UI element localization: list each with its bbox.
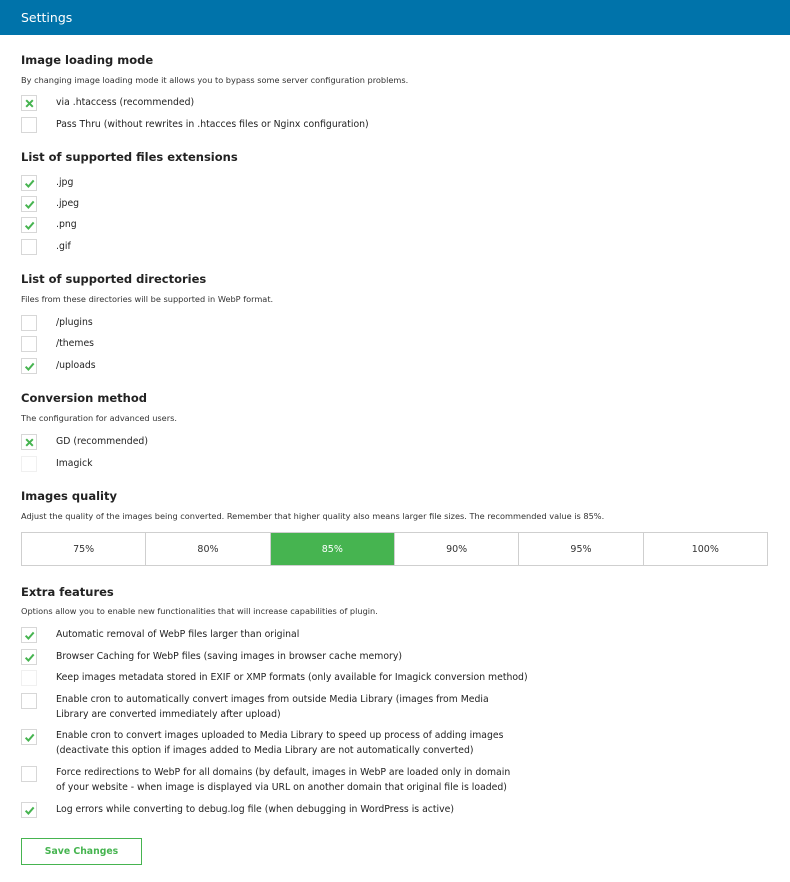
check-mark-icon <box>24 630 35 641</box>
option-label: /themes <box>56 338 95 349</box>
quality-option-85[interactable]: 85% <box>271 533 395 565</box>
option-uploads[interactable] <box>21 358 721 374</box>
checkbox-keep-metadata[interactable] <box>21 670 37 686</box>
option-pass-thru[interactable] <box>21 117 721 133</box>
option-gif[interactable] <box>21 239 721 255</box>
loading-mode-title: Image loading mode <box>21 53 154 67</box>
checkbox-jpeg[interactable] <box>21 196 37 212</box>
quality-description: Adjust the quality of the images being converted. Remember that higher quality also means larger file sizes. The recommended value is 85%. <box>21 511 605 521</box>
option-png[interactable] <box>21 217 721 233</box>
conversion-description: The configuration for advanced users. <box>21 413 177 423</box>
option-label: Pass Thru (without rewrites in .htacces files or Nginx configuration) <box>56 119 369 130</box>
check-mark-icon <box>24 199 35 210</box>
checkbox-imagick[interactable] <box>21 456 37 472</box>
option-auto-removal[interactable] <box>21 627 721 643</box>
extra-description: Options allow you to enable new functionalities that will increase capabilities of plugin. <box>21 606 378 616</box>
option-label: GD (recommended) <box>56 436 148 447</box>
checkbox-pass-thru[interactable] <box>21 117 37 133</box>
settings-header <box>0 0 790 35</box>
quality-option-95[interactable]: 95% <box>519 533 643 565</box>
quality-selector <box>21 532 768 566</box>
quality-option-100[interactable]: 100% <box>691 543 719 555</box>
option-label: Enable cron to automatically convert images from outside Media Library (images from Media Library are converted immediately after upload) <box>56 694 489 720</box>
quality-option-75[interactable]: 75% <box>22 533 146 565</box>
checkbox-plugins[interactable] <box>21 315 37 331</box>
option-force-redirections[interactable] <box>21 766 721 793</box>
check-mark-icon <box>24 805 35 816</box>
option-label: Enable cron to convert images uploaded to Media Library to speed up process of adding images (deactivate this option if images added to Media Library are not automatically converted) <box>56 730 504 756</box>
checkbox-auto-removal[interactable] <box>21 627 37 643</box>
option-imagick[interactable] <box>21 456 721 472</box>
option-label: Automatic removal of WebP files larger than original <box>56 629 300 640</box>
option-label: .gif <box>56 241 71 252</box>
extensions-title: List of supported files extensions <box>21 150 238 164</box>
option-label: Browser Caching for WebP files (saving images in browser cache memory) <box>56 651 402 662</box>
option-label: .png <box>56 219 77 230</box>
option-browser-caching[interactable] <box>21 649 721 665</box>
option-label: Keep images metadata stored in EXIF or XMP formats (only available for Imagick conversion method) <box>56 672 528 683</box>
option-label: .jpeg <box>56 198 80 209</box>
option-jpg[interactable] <box>21 175 721 191</box>
extra-title: Extra features <box>21 585 114 599</box>
check-mark-icon <box>24 178 35 189</box>
option-label: /uploads <box>56 360 96 371</box>
check-mark-icon <box>24 732 35 743</box>
option-keep-metadata[interactable] <box>21 670 721 686</box>
checkbox-force-redirections[interactable] <box>21 766 37 782</box>
directories-title: List of supported directories <box>21 272 207 286</box>
checkbox-htaccess[interactable] <box>21 95 37 111</box>
quality-option-90[interactable]: 90% <box>395 533 519 565</box>
checkbox-png[interactable] <box>21 217 37 233</box>
option-label: via .htaccess (recommended) <box>56 97 195 108</box>
option-label: Imagick <box>56 458 93 469</box>
check-mark-icon <box>24 652 35 663</box>
option-htaccess[interactable] <box>21 95 721 111</box>
checkbox-gif[interactable] <box>21 239 37 255</box>
conversion-title: Conversion method <box>21 391 147 405</box>
directories-description: Files from these directories will be supported in WebP format. <box>21 294 274 304</box>
option-label: /plugins <box>56 317 93 328</box>
header-title: Settings <box>21 10 73 25</box>
option-themes[interactable] <box>21 336 721 352</box>
checkbox-cron-outside[interactable] <box>21 693 37 709</box>
x-mark-icon <box>24 98 35 109</box>
x-mark-icon <box>24 437 35 448</box>
option-label: Force redirections to WebP for all domains (by default, images in WebP are loaded only in domain of your website - when image is displayed via URL on another domain that original file is loaded) <box>56 767 511 793</box>
check-mark-icon <box>24 361 35 372</box>
option-label: Log errors while converting to debug.log file (when debugging in WordPress is active) <box>56 804 454 815</box>
checkbox-cron-media[interactable] <box>21 729 37 745</box>
checkbox-themes[interactable] <box>21 336 37 352</box>
checkbox-gd[interactable] <box>21 434 37 450</box>
option-label: .jpg <box>56 177 74 188</box>
checkbox-uploads[interactable] <box>21 358 37 374</box>
save-changes-button[interactable]: Save Changes <box>21 838 142 865</box>
checkbox-jpg[interactable] <box>21 175 37 191</box>
checkbox-browser-caching[interactable] <box>21 649 37 665</box>
option-cron-media[interactable] <box>21 729 721 756</box>
loading-mode-description: By changing image loading mode it allows you to bypass some server configuration problems. <box>21 75 409 85</box>
option-log-errors[interactable] <box>21 802 721 818</box>
checkbox-log-errors[interactable] <box>21 802 37 818</box>
option-jpeg[interactable] <box>21 196 721 212</box>
option-cron-outside[interactable] <box>21 693 721 720</box>
option-plugins[interactable] <box>21 315 721 331</box>
option-gd[interactable] <box>21 434 721 450</box>
check-mark-icon <box>24 220 35 231</box>
quality-option-80[interactable]: 80% <box>146 533 270 565</box>
quality-title: Images quality <box>21 489 117 503</box>
